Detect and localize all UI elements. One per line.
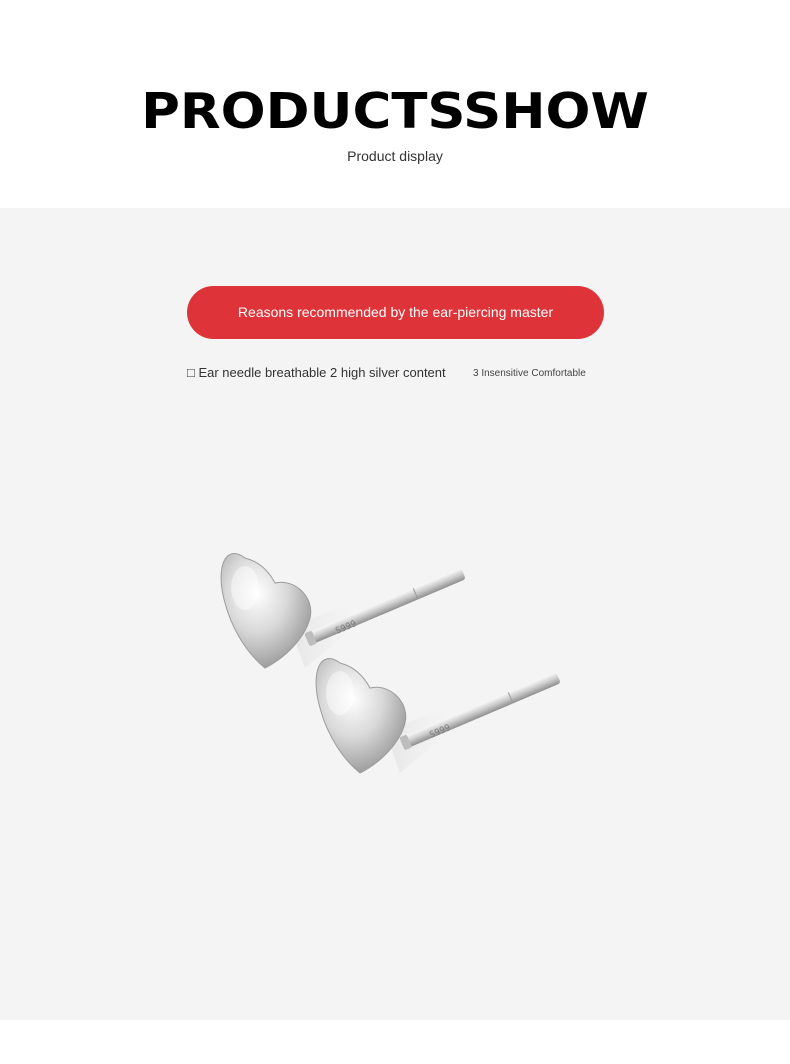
earring-2 [316, 659, 561, 773]
footer-strip [0, 1020, 790, 1064]
feature-text-secondary: 3 Insensitive Comfortable [473, 368, 586, 379]
feature-list [187, 363, 607, 383]
heart-stud-earrings-image [195, 548, 595, 838]
earring-1 [221, 554, 466, 668]
page-title: PRODUCTSSHOW [141, 83, 649, 140]
silver-stamp-1: S999 [334, 619, 359, 637]
recommendation-banner [187, 286, 604, 339]
recommendation-banner-label: Reasons recommended by the ear-piercing master [237, 303, 554, 320]
silver-stamp-2: S999 [428, 723, 453, 741]
feature-text-main: □ Ear needle breathable 2 high silver content [187, 365, 446, 380]
product-panel [0, 208, 790, 1020]
header-section [0, 0, 790, 208]
page-subtitle: Product display [347, 148, 443, 164]
